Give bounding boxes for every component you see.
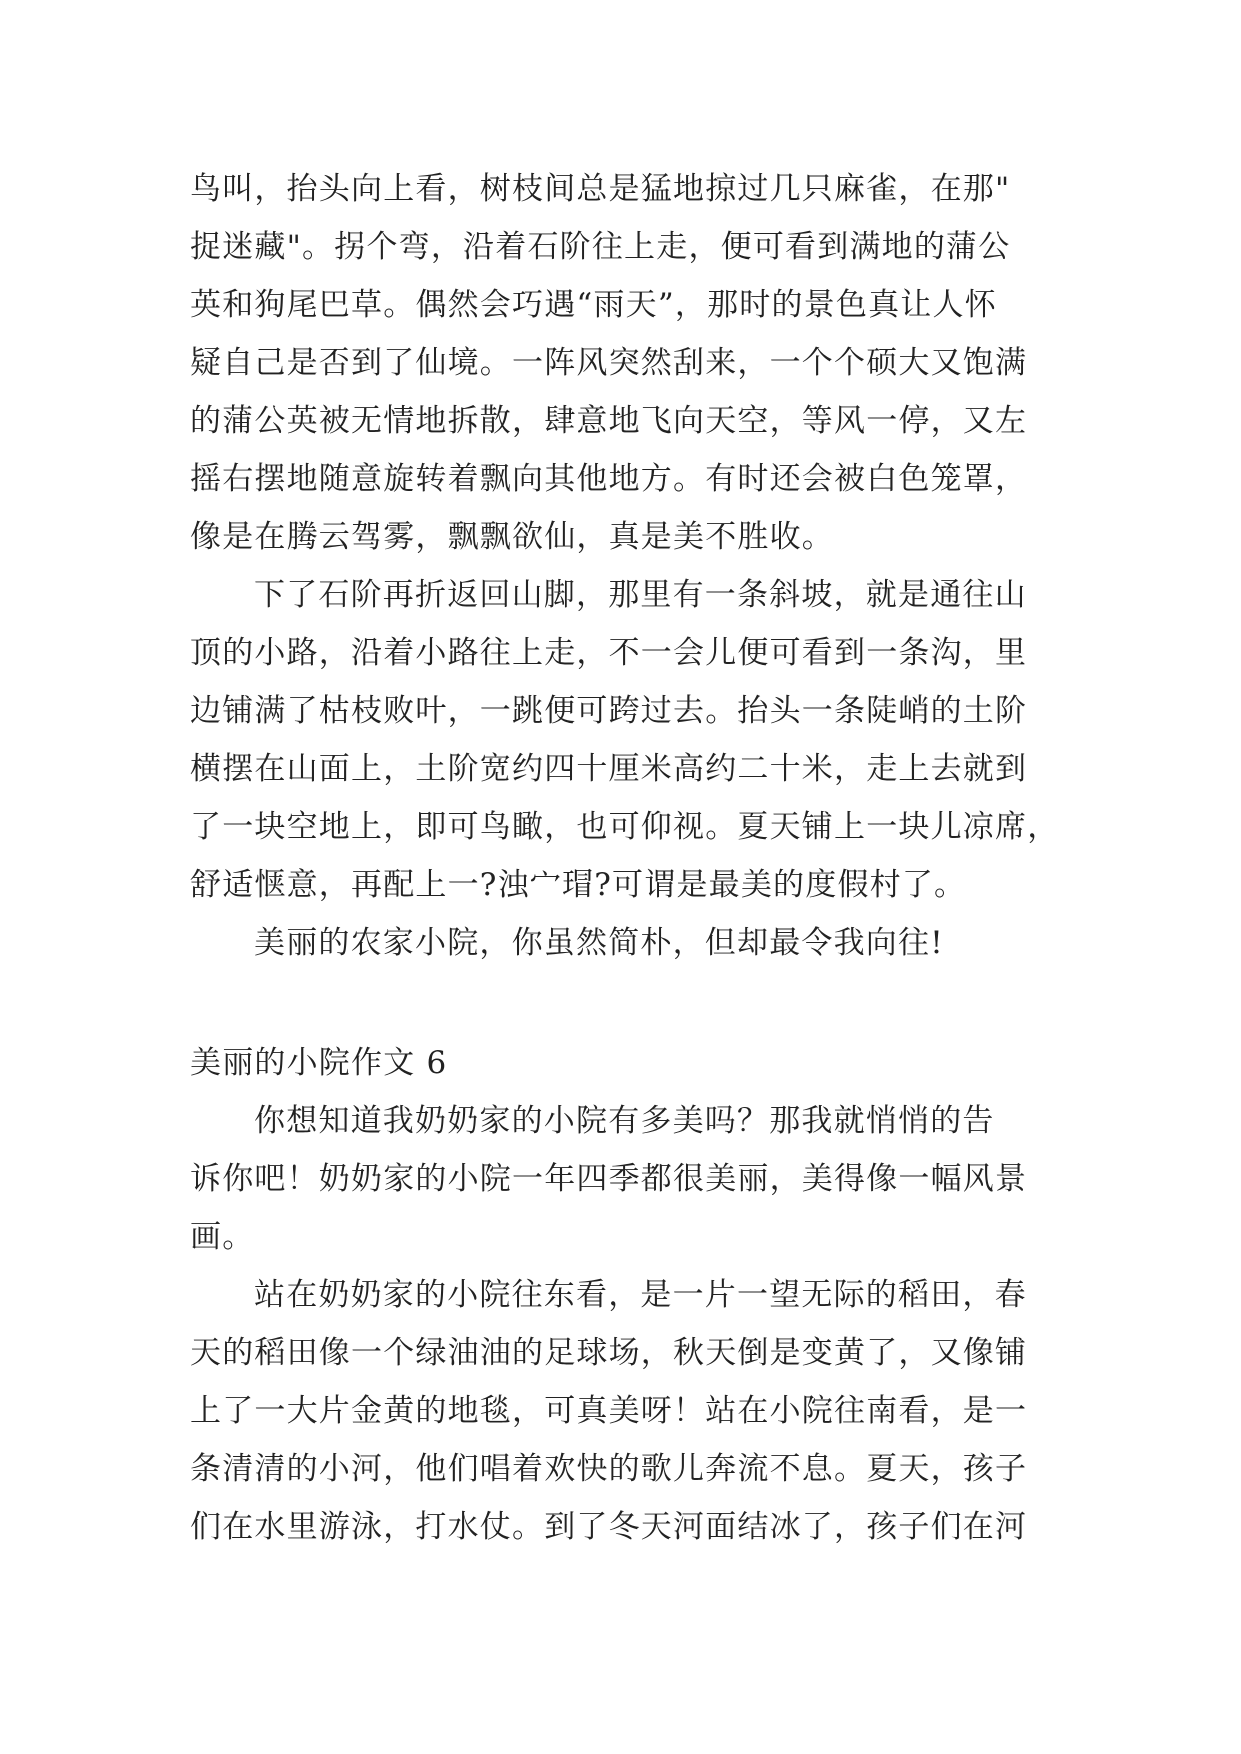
paragraph bbox=[190, 566, 1060, 914]
text-line: 诉你吧！奶奶家的小院一年四季都很美丽，美得像一幅风景 bbox=[190, 1161, 1028, 1197]
paragraph bbox=[190, 160, 1050, 566]
text-line: 摇右摆地随意旋转着飘向其他地方。有时还会被白色笼罩， bbox=[190, 461, 1028, 497]
text-line: 天的稻田像一个绿油油的足球场，秋天倒是变黄了，又像铺 bbox=[190, 1335, 1028, 1371]
text-line: 英和狗尾巴草。偶然会巧遇“雨天”，那时的景色真让人怀 bbox=[190, 287, 997, 323]
section-spacer bbox=[190, 972, 1050, 1034]
text-line: 下了石阶再折返回山脚，那里有一条斜坡，就是通往山 bbox=[254, 577, 1027, 613]
text-line: 捉迷藏"。拐个弯，沿着石阶往上走，便可看到满地的蒲公 bbox=[190, 229, 1011, 265]
paragraph bbox=[190, 1266, 1050, 1556]
text-line: 边铺满了枯枝败叶，一跳便可跨过去。抬头一条陡峭的土阶 bbox=[190, 693, 1028, 729]
text-line: 美丽的农家小院，你虽然简朴，但却最令我向往! bbox=[254, 925, 944, 961]
text-line: 舒适惬意，再配上一?浊宀瑁?可谓是最美的度假村了。 bbox=[190, 867, 967, 903]
paragraph bbox=[190, 1092, 1050, 1266]
text-line: 了一块空地上，即可鸟瞰，也可仰视。夏天铺上一块儿凉席， bbox=[190, 809, 1060, 845]
text-line: 鸟叫，抬头向上看，树枝间总是猛地掠过几只麻雀，在那" bbox=[190, 171, 1011, 207]
section-title: 美丽的小院作文 6 bbox=[190, 1045, 448, 1081]
text-line: 上了一大片金黄的地毯，可真美呀！站在小院往南看，是一 bbox=[190, 1393, 1028, 1429]
text-line: 画。 bbox=[190, 1219, 255, 1255]
text-line: 你想知道我奶奶家的小院有多美吗？那我就悄悄的告 bbox=[254, 1103, 995, 1139]
text-line: 们在水里游泳，打水仗。到了冬天河面结冰了，孩子们在河 bbox=[190, 1509, 1028, 1545]
text-line: 像是在腾云驾雾，飘飘欲仙，真是美不胜收。 bbox=[190, 519, 834, 555]
document-body bbox=[190, 160, 1060, 1556]
text-line: 顶的小路，沿着小路往上走，不一会儿便可看到一条沟，里 bbox=[190, 635, 1028, 671]
text-line: 横摆在山面上，土阶宽约四十厘米高约二十米，走上去就到 bbox=[190, 751, 1028, 787]
text-line: 疑自己是否到了仙境。一阵风突然刮来，一个个硕大又饱满 bbox=[190, 345, 1028, 381]
text-line: 条清清的小河，他们唱着欢快的歌儿奔流不息。夏天，孩子 bbox=[190, 1451, 1028, 1487]
paragraph bbox=[190, 914, 1050, 972]
text-line: 站在奶奶家的小院往东看，是一片一望无际的稻田，春 bbox=[254, 1277, 1027, 1313]
text-line: 的蒲公英被无情地拆散，肆意地飞向天空，等风一停，又左 bbox=[190, 403, 1028, 439]
